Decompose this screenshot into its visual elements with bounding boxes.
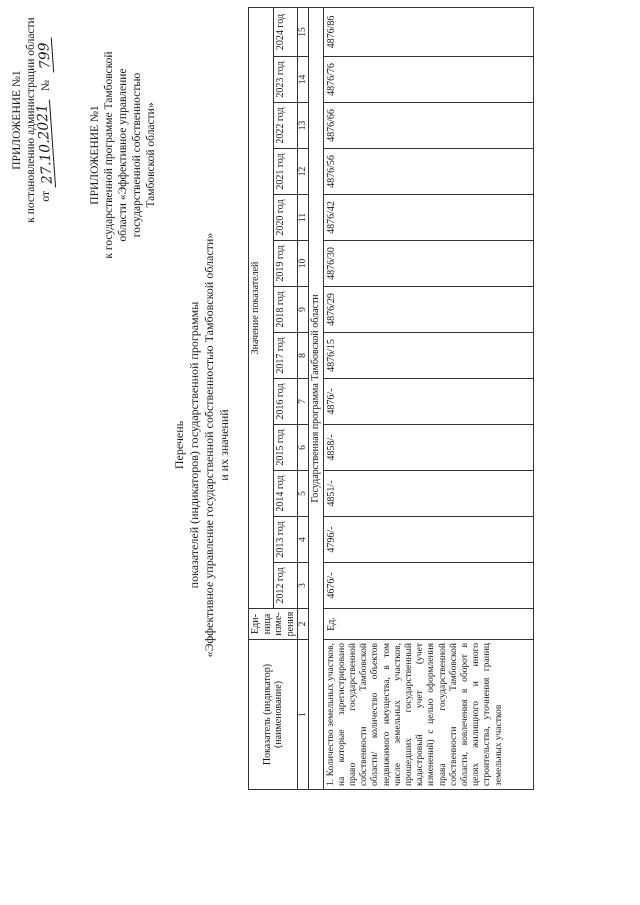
handwritten-number: 799	[37, 38, 54, 74]
value-cell: 4676/-	[323, 563, 533, 609]
column-number: 10	[298, 241, 309, 287]
header-year: 2012 год	[273, 563, 298, 609]
appendix-program-line4: Тамбовской области»	[145, 102, 157, 208]
column-number: 6	[298, 425, 309, 471]
value-cell: 4876/76	[323, 57, 533, 103]
title-line-3: «Эффективное управление государственной собственностью Тамбовской области»	[202, 232, 216, 658]
table-row	[323, 7, 533, 789]
header-year: 2023 год	[273, 57, 298, 103]
unit-cell: Ед.	[323, 609, 533, 640]
column-number: 14	[298, 57, 309, 103]
value-cell: 4876/15	[323, 333, 533, 379]
column-number: 11	[298, 195, 309, 241]
program-row	[309, 7, 324, 789]
document-title	[172, 85, 232, 805]
header-unit: Еди-ница изме-рения	[249, 609, 298, 640]
appendix-program-line1: к государственной программе Тамбовской	[103, 51, 115, 259]
header-row-1	[249, 7, 274, 789]
number-label: №	[40, 80, 52, 92]
value-cell: 4796/-	[323, 517, 533, 563]
column-number: 3	[298, 563, 309, 609]
header-year: 2019 год	[273, 241, 298, 287]
value-cell: 4876/66	[323, 103, 533, 149]
indicators-table	[248, 7, 534, 790]
header-year: 2014 год	[273, 471, 298, 517]
value-cell: 4876/56	[323, 149, 533, 195]
header-year: 2021 год	[273, 149, 298, 195]
column-number: 1	[298, 640, 309, 790]
appendix-date-line	[34, 5, 56, 235]
appendix-program-title: ПРИЛОЖЕНИЕ №1	[89, 105, 101, 205]
value-cell: 4851/-	[323, 471, 533, 517]
appendix-title: ПРИЛОЖЕНИЕ №1	[11, 70, 23, 170]
title-line-2: показателей (индикаторов) государственной программы	[187, 301, 201, 589]
value-cell: 4876/86	[323, 7, 533, 56]
indicators-table-wrapper	[248, 10, 534, 790]
column-number: 12	[298, 149, 309, 195]
indicator-name: 1. Количество земельных участков, на которые зарегистрировано право государственной собственности Тамбовской области/ количество объектов недвижимого имущества, в том числе земельных участков, прошедших государственный кадастровый учет (учет изменений) с целью оформления права государственной собственности Тамбовской области, вовлечения в оборот в целях жилищного и иного строительства, уточнения границ земельных участков	[323, 640, 533, 790]
column-number: 9	[298, 287, 309, 333]
header-year: 2013 год	[273, 517, 298, 563]
column-number: 7	[298, 379, 309, 425]
value-cell: 4858/-	[323, 425, 533, 471]
appendix-program-line2: области «Эффективное управление	[117, 68, 129, 242]
column-number: 8	[298, 333, 309, 379]
column-number-row	[298, 7, 309, 789]
value-cell: 4876/-	[323, 379, 533, 425]
appendix-header-program	[88, 15, 158, 295]
header-year: 2017 год	[273, 333, 298, 379]
column-number: 4	[298, 517, 309, 563]
header-year: 2018 год	[273, 287, 298, 333]
value-cell: 4876/30	[323, 241, 533, 287]
appendix-program-line3: государственной собственностью	[131, 72, 143, 238]
header-year: 2020 год	[273, 195, 298, 241]
header-year: 2022 год	[273, 103, 298, 149]
column-number: 15	[298, 7, 309, 56]
column-number: 2	[298, 609, 309, 640]
header-year: 2016 год	[273, 379, 298, 425]
column-number: 13	[298, 103, 309, 149]
header-year: 2024 год	[273, 7, 298, 56]
title-line-1: Перечень	[172, 420, 186, 470]
value-cell: 4876/42	[323, 195, 533, 241]
header-year: 2015 год	[273, 425, 298, 471]
program-name: Государственная программа Тамбовской области	[309, 7, 324, 789]
appendix-header-decree	[10, 5, 56, 235]
from-label: от	[40, 190, 52, 202]
appendix-decree-line: к постановлению администрации области	[25, 17, 37, 223]
handwritten-date: 27.10.2021	[35, 99, 56, 188]
header-values-group: Значение показателей	[249, 7, 274, 608]
header-indicator: Показатель (индикатор) (наименование)	[249, 640, 298, 790]
title-line-4: и их значений	[217, 409, 231, 481]
value-cell: 4876/29	[323, 287, 533, 333]
column-number: 5	[298, 471, 309, 517]
